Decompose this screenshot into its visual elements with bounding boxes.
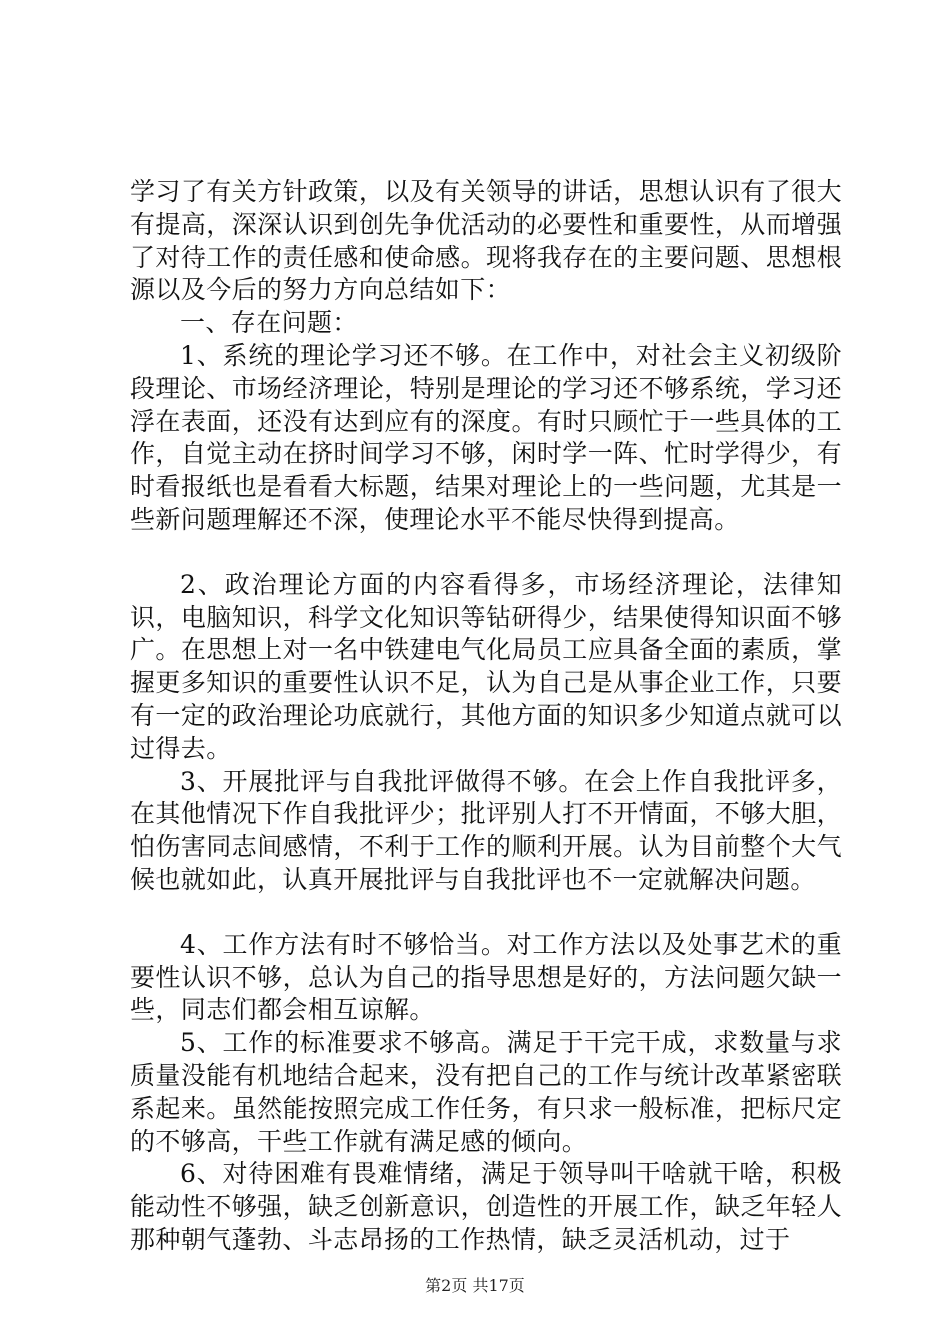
paragraph-item-2: 2、政治理论方面的内容看得多，市场经济理论，法律知识，电脑知识，科学文化知识等钻研得少，结果使得知识面不够广。在思想上对一名中铁建电气化局员工应具备全面的素质，掌握更多知识的重要性认识不足，认为自己是从事企业工作，只要有一定的政治理论功底就行，其他方面的知识多少知道点就可以过得去。 [130,569,842,763]
paragraph-item-5: 5、工作的标准要求不够高。满足于干完干成，求数量与求质量没能有机地结合起来，没有把自己的工作与统计改革紧密联系起来。虽然能按照完成工作任务，有只求一般标准，把标尺定的不够高，干些工作就有满足感的倾向。 [130,1028,842,1156]
paragraph-item-6: 6、对待困难有畏难情绪，满足于领导叫干啥就干啥，积极能动性不够强，缺乏创新意识，创造性的开展工作，缺乏年轻人那种朝气蓬勃、斗志昂扬的工作热情，缺乏灵活机动，过于 [130,1159,842,1254]
section-heading-problems: 一、存在问题： [180,308,358,338]
paragraph-intro: 学习了有关方针政策，以及有关领导的讲话，思想认识有了很大有提高，深深认识到创先争优活动的必要性和重要性，从而增强了对待工作的责任感和使命感。现将我存在的主要问题、思想根源以及今后的努力方向总结如下： [130,177,842,305]
paragraph-item-4: 4、工作方法有时不够恰当。对工作方法以及处事艺术的重要性认识不够，总认为自己的指导思想是好的，方法问题欠缺一些，同志们都会相互谅解。 [130,929,842,1025]
paragraph-item-3: 3、开展批评与自我批评做得不够。在会上作自我批评多，在其他情况下作自我批评少；批评别人打不开情面，不够大胆，怕伤害同志间感情，不利于工作的顺利开展。认为目前整个大气候也就如此，认真开展批评与自我批评也不一定就解决问题。 [130,766,842,894]
page-number-footer: 第2页 共17页 [425,1276,525,1295]
document-body [130,176,842,1257]
paragraph-item-1: 1、系统的理论学习还不够。在工作中，对社会主义初级阶段理论、市场经济理论，特别是理论的学习还不够系统，学习还浮在表面，还没有达到应有的深度。有时只顾忙于一些具体的工作，自觉主动在挤时间学习不够，闲时学一阵、忙时学得少，有时看报纸也是看看大标题，结果对理论上的一些问题，尤其是一些新问题理解还不深，使理论水平不能尽快得到提高。 [130,340,842,534]
